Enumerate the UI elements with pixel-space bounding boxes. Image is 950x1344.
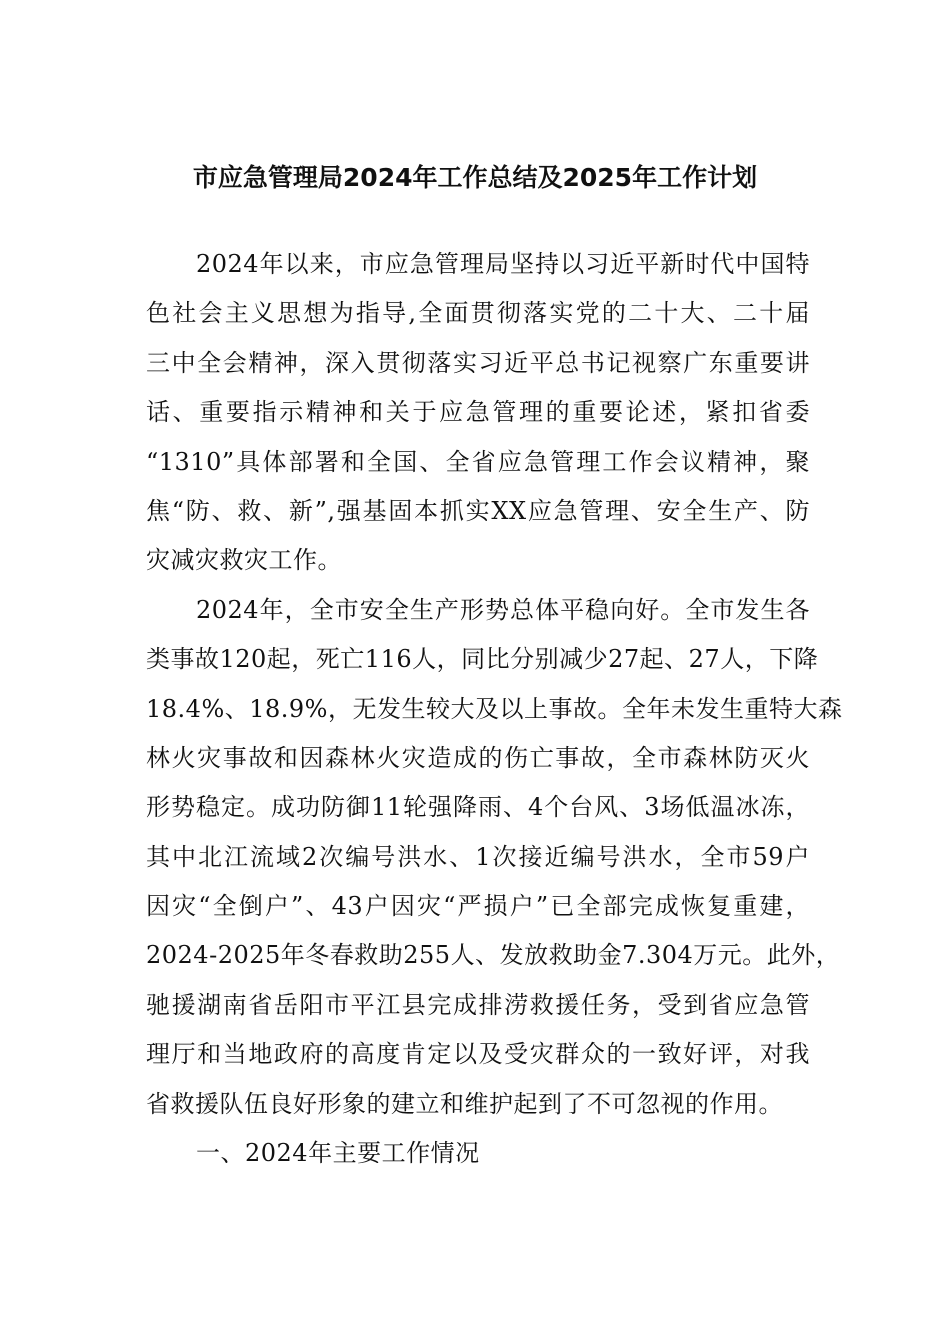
document-title: 市应急管理局2024年工作总结及2025年工作计划 [192,163,758,192]
paragraph-summary [146,586,843,1129]
document-body [146,240,843,1178]
paragraph-line: “1310”具体部署和全国、全省应急管理工作会议精神，聚 [146,447,810,476]
paragraph-line: 焦“防、救、新”,强基固本抓实XX应急管理、安全生产、防 [146,496,810,525]
paragraph-intro [146,240,810,586]
paragraph-line: 形势稳定。成功防御11轮强降雨、4个台风、3场低温冰冻， [146,793,810,822]
paragraph-line: 2024年，全市安全生产形势总体平稳向好。全市发生各 [196,595,810,624]
paragraph-line: 三中全会精神，深入贯彻落实习近平总书记视察广东重要讲 [146,348,810,377]
paragraph-line: 理厅和当地政府的高度肯定以及受灾群众的一致好评，对我 [146,1040,810,1069]
paragraph-line: 驰援湖南省岳阳市平江县完成排涝救援任务，受到省应急管 [146,990,810,1019]
paragraph-line: 省救援队伍良好形象的建立和维护起到了不可忽视的作用。 [146,1089,783,1118]
section-heading: 一、2024年主要工作情况 [196,1139,480,1168]
paragraph-line: 灾减灾救灾工作。 [146,546,342,575]
paragraph-line: 其中北江流域2次编号洪水、1次接近编号洪水，全市59户 [146,842,810,871]
paragraph-line: 2024年以来，市应急管理局坚持以习近平新时代中国特 [196,250,810,278]
paragraph-line: 2024-2025年冬春救助255人、发放救助金7.304万元。此外， [146,941,841,970]
paragraph-line: 话、重要指示精神和关于应急管理的重要论述，紧扣省委 [146,398,810,427]
paragraph-line: 林火灾事故和因森林火灾造成的伤亡事故，全市森林防灭火 [146,743,810,772]
paragraph-line: 18.4%、18.9%，无发生较大及以上事故。全年未发生重特大森 [146,694,843,723]
paragraph-line: 类事故120起，死亡116人，同比分别减少27起、27人，下降 [146,645,819,674]
paragraph-line: 因灾“全倒户”、43户因灾“严损户”已全部完成恢复重建， [146,892,810,921]
paragraph-line: 色社会主义思想为指导,全面贯彻落实党的二十大、二十届 [146,299,810,328]
